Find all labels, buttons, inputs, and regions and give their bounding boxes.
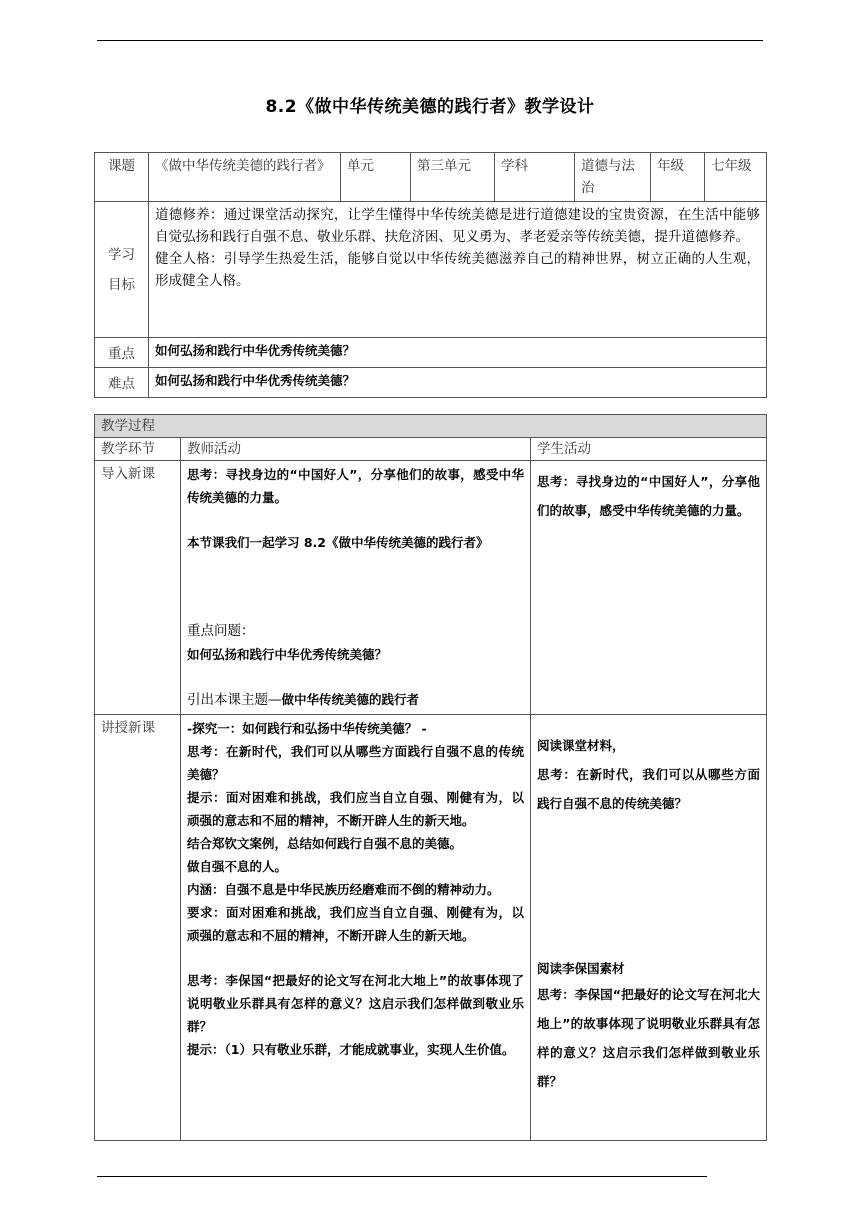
student-think-li-baoguo: 思考：李保国“把最好的论文写在河北大地上”的故事体现了说明敬业乐群具有怎样的意义？这启示我们怎样做到敬业乐群？ <box>537 987 761 1089</box>
difficult-label: 难点 <box>95 368 149 398</box>
requirement: 要求：面对困难和挑战，我们应当自立自强、刚健有为，以顽强的意志和不屈的精神，不断开辟人生的新天地。 <box>187 905 524 943</box>
course-value: 《做中华传统美德的践行者》 <box>149 153 341 202</box>
unit-label: 单元 <box>341 153 411 202</box>
col-stage-header: 教学环节 <box>95 438 181 461</box>
intro-think: 思考：寻找身边的“中国好人”，分享他们的故事，感受中华传统美德的力量。 <box>187 467 524 505</box>
intro-theme-prefix: 引出本课主题— <box>187 692 282 708</box>
stage-new-label: 讲授新课 <box>95 715 181 1141</box>
page-title: 8.2《做中华传统美德的践行者》教学设计 <box>265 97 595 117</box>
subject-value: 道德与法治 <box>575 153 651 202</box>
objectives-content <box>149 202 767 338</box>
objective-personality: 健全人格：引导学生热爱生活，能够自觉以中华传统美德滋养自己的精神世界，树立正确的人生观，形成健全人格。 <box>155 251 760 289</box>
read-materials: 阅读课堂材料， <box>537 738 625 753</box>
header-rule <box>97 40 763 41</box>
think-self-strengthening: 思考：在新时代，我们可以从哪些方面践行自强不息的传统美德？ <box>187 744 524 782</box>
think-li-baoguo: 思考：李保国“把最好的论文写在河北大地上”的故事体现了说明敬业乐群具有怎样的意义？这启示我们怎样做到敬业乐群？ <box>187 973 524 1034</box>
stage-intro-student: 思考：寻找身边的“中国好人”，分享他们的故事，感受中华传统美德的力量。 <box>531 461 767 715</box>
key-value: 如何弘扬和践行中华优秀传统美德？ <box>149 338 767 368</box>
intro-theme: 做中华传统美德的践行者 <box>281 692 420 707</box>
zheng-qinwen-case: 结合郑钦文案例，总结如何践行自强不息的美德。 <box>187 836 463 851</box>
course-label: 课题 <box>95 153 149 202</box>
student-think-self-strengthening: 思考：在新时代，我们可以从哪些方面践行自强不息的传统美德？ <box>537 767 761 811</box>
hint-self-strengthening: 提示：面对困难和挑战，我们应当自立自强、刚健有为，以顽强的意志和不屈的精神，不断开辟人生的新天地。 <box>187 790 524 828</box>
col-student-header: 学生活动 <box>531 438 767 461</box>
stage-new-student <box>531 715 767 1141</box>
intro-key-question-label: 重点问题： <box>187 623 255 639</box>
subject-label: 学科 <box>495 153 575 202</box>
be-self-strengthening: 做自强不息的人。 <box>187 859 288 874</box>
stage-intro-label: 导入新课 <box>95 461 181 715</box>
objective-morality: 道德修养：通过课堂活动探究，让学生懂得中华传统美德是进行道德建设的宝贵资源，在生活中能够自觉弘扬和践行自强不息、敬业乐群、扶危济困、见义勇为、孝老爱亲等传统美德，提升道德修养。 <box>155 207 760 245</box>
grade-label: 年级 <box>651 153 705 202</box>
process-header: 教学过程 <box>95 415 767 438</box>
grade-value: 七年级 <box>705 153 767 202</box>
connotation: 内涵：自强不息是中华民族历经磨难而不倒的精神动力。 <box>187 882 500 897</box>
footer-rule <box>97 1176 707 1177</box>
unit-value: 第三单元 <box>411 153 495 202</box>
read-li-baoguo: 阅读李保国素材 <box>537 961 625 976</box>
info-table <box>94 152 767 398</box>
intro-lesson: 本节课我们一起学习 8.2《做中华传统美德的践行者》 <box>187 535 489 550</box>
process-table <box>94 414 767 1141</box>
stage-intro-teacher <box>181 461 531 715</box>
objectives-label <box>95 202 149 338</box>
difficult-value: 如何弘扬和践行中华优秀传统美德？ <box>149 368 767 398</box>
hint-dedication: 提示：（1）只有敬业乐群，才能成就事业，实现人生价值。 <box>187 1042 515 1057</box>
intro-key-question: 如何弘扬和践行中华优秀传统美德？ <box>187 647 388 662</box>
key-label: 重点 <box>95 338 149 368</box>
explore-one-title: -探究一：如何践行和弘扬中华传统美德？ - <box>187 721 427 736</box>
col-teacher-header: 教师活动 <box>181 438 531 461</box>
objectives-label-line-1: 学习 <box>108 246 135 263</box>
objectives-label-line-2: 目标 <box>108 276 135 293</box>
stage-new-teacher <box>181 715 531 1141</box>
intro-theme-line <box>187 688 524 712</box>
